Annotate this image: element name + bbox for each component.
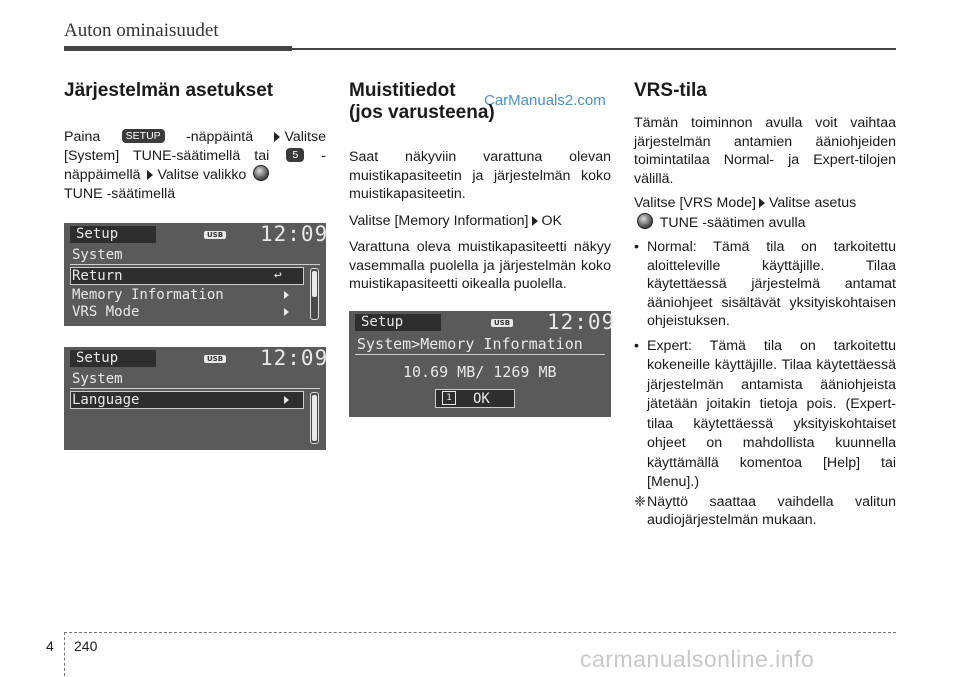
text-run: Näyttö saattaa vaihdella valitun audiojärjestelmän mukaan. <box>647 493 896 528</box>
arrow-right-icon <box>274 132 280 142</box>
section-heading-vrs-mode: VRS-tila <box>634 80 707 101</box>
note-mark-icon: ❈ <box>634 493 646 510</box>
number-5-key-icon: 5 <box>286 148 304 162</box>
instruction-text <box>634 194 896 232</box>
text-run: Valitse valikko <box>157 167 247 183</box>
display-screen-language <box>64 346 329 450</box>
screen-section: System <box>72 247 123 263</box>
text-run: -näppäimellä <box>64 147 326 183</box>
note <box>634 493 896 530</box>
divider <box>70 388 320 389</box>
text-run: Valitse [System] TUNE-säätimellä tai <box>64 129 326 164</box>
divider <box>70 264 320 265</box>
usb-icon: USB <box>204 231 226 239</box>
scrollbar[interactable] <box>310 392 319 444</box>
divider <box>355 354 605 355</box>
text-run: TUNE -säätimellä <box>64 185 176 202</box>
paragraph: Varattuna oleva muistikapasiteetti näkyy vasemmalla puolella ja järjestelmän koko muistikapasiteetti oikealla puolella. <box>349 239 611 292</box>
clock: 12:09 <box>260 346 329 370</box>
usb-icon: USB <box>204 355 226 363</box>
chevron-right-icon <box>284 308 289 316</box>
screen-title: Setup <box>70 226 156 243</box>
menu-item-memory-information[interactable]: Memory Information <box>72 287 224 303</box>
footer-vertical-rule <box>64 632 65 676</box>
bullet-dot: • <box>634 239 639 255</box>
instruction-text <box>64 128 326 203</box>
running-header: Auton ominaisuudet <box>64 20 219 41</box>
menu-item-return[interactable]: Return <box>72 268 123 284</box>
display-screen-system-menu <box>64 222 329 326</box>
footer-watermark: carmanualsonline.info <box>580 646 815 672</box>
footer-rule <box>64 632 896 633</box>
arrow-right-icon <box>147 170 153 180</box>
menu-item-vrs-mode[interactable]: VRS Mode <box>72 304 140 320</box>
usb-icon: USB <box>491 319 513 327</box>
tune-knob-icon <box>253 165 269 181</box>
section-heading-memory-info <box>349 80 611 124</box>
chevron-right-icon <box>284 291 289 299</box>
text-run: -näppäintä <box>186 129 254 145</box>
bullet-expert <box>634 337 896 493</box>
screen-path: System>Memory Information <box>357 335 583 353</box>
text-run: Valitse [VRS Mode] <box>634 195 756 211</box>
clock: 12:09 <box>260 222 329 246</box>
paragraph: Saat näkyviin varattuna olevan muistikapasiteetin ja järjestelmän koko muistikapasiteetin. <box>349 149 611 202</box>
page-number: 240 <box>74 638 98 654</box>
section-heading-system-settings: Järjestelmän asetukset <box>64 80 274 101</box>
text-run: Normal: Tämä tila on tarkoitettu aloitteleville käyttäjille. Tilaa käytettäessä järjestelmä antamat ääniohjeet sisältävät yksityiskohtaisen ohjeistuksen. <box>647 239 896 329</box>
ok-label: OK <box>473 391 490 407</box>
arrow-right-icon <box>532 216 538 226</box>
text-run: Valitse [Memory Information] <box>349 212 529 229</box>
text-run: TUNE -säätimen avulla <box>659 214 806 231</box>
text-run: Paina <box>64 129 101 145</box>
header-rule-thin <box>292 48 896 50</box>
scrollbar[interactable] <box>310 268 319 320</box>
return-icon: ↩ <box>274 268 282 283</box>
column-memory-info <box>349 80 611 294</box>
chevron-right-icon <box>284 396 289 404</box>
column-vrs-mode <box>634 80 896 530</box>
screen-section: System <box>72 371 123 387</box>
bullet-dot: • <box>634 337 639 354</box>
arrow-right-icon <box>759 198 765 208</box>
display-screen-memory-information <box>349 310 616 417</box>
clock: 12:09 <box>547 310 616 334</box>
screen-title: Setup <box>355 314 441 331</box>
number-1-icon: 1 <box>442 391 456 405</box>
heading-line-1: Muistitiedot <box>349 80 456 101</box>
setup-key-icon: SETUP <box>122 129 165 143</box>
heading-line-2: (jos varusteena) <box>349 102 495 123</box>
column-system-settings <box>64 80 326 203</box>
header-rule <box>64 46 292 51</box>
watermark-link[interactable]: CarManuals2.com <box>484 92 606 109</box>
bullet-normal <box>634 238 896 331</box>
menu-item-language[interactable]: Language <box>72 392 140 408</box>
chapter-number: 4 <box>46 638 54 654</box>
memory-usage: 10.69 MB/ 1269 MB <box>403 363 557 381</box>
instruction-text <box>349 212 611 231</box>
tune-knob-icon <box>637 213 653 229</box>
text-run: Valitse asetus <box>768 195 857 211</box>
text-run: Expert: Tämä tila on tarkoitettu kokeneille käyttäjille. Tilaa käytettäessä järjestelmän antamista ääniohjeista jätetään joitakin tietoja pois. (Expert-tilaa käytettäessä yksityiskohtaiset ohjeet on mahdollista kuunnella käyttämällä komentoa [Help] tai [Menu].) <box>647 337 896 490</box>
screen-title: Setup <box>70 350 156 367</box>
text-run: OK <box>541 212 563 229</box>
paragraph: Tämän toiminnon avulla voit vaihtaa järjestelmän antamien ääniohjeiden toimintatilaa Normal- ja Expert-tilojen välillä. <box>634 115 896 187</box>
